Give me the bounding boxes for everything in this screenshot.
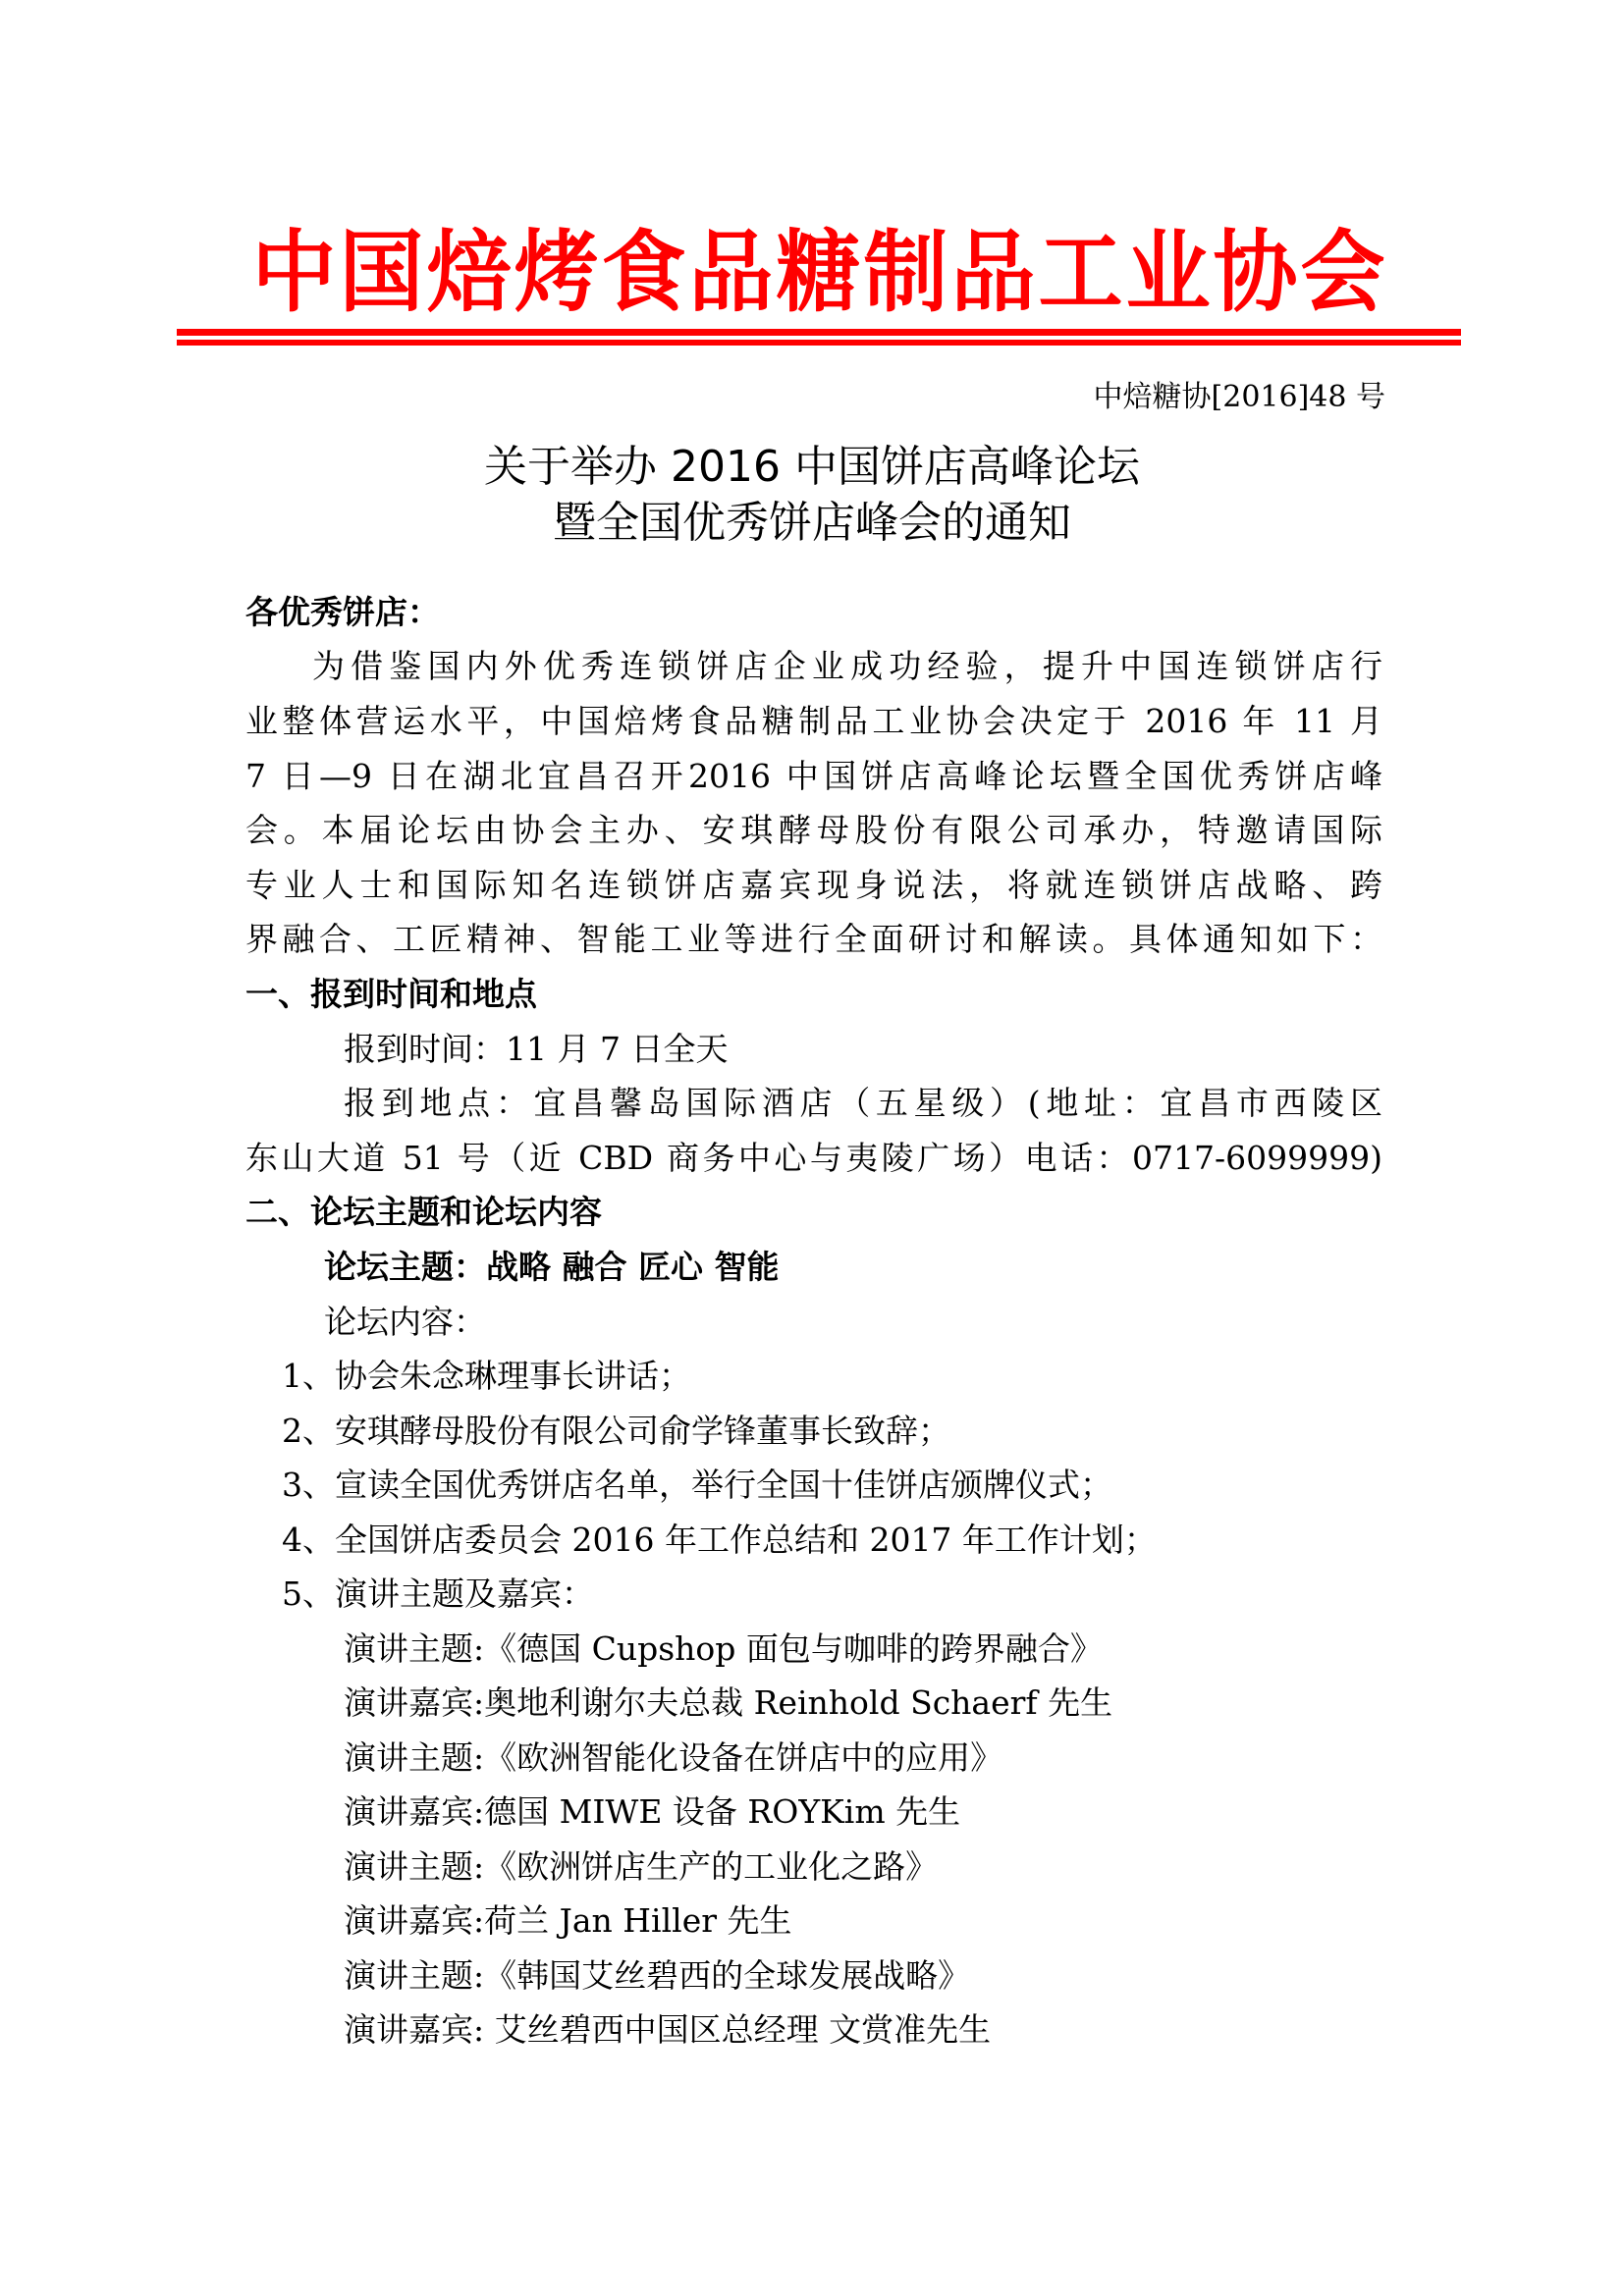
masthead-rule-top: [177, 329, 1461, 336]
speech-3-topic: 演讲主题:《欧洲饼店生产的工业化之路》: [344, 1847, 939, 1886]
forum-theme: 论坛主题：战略 融合 匠心 智能: [324, 1248, 780, 1286]
speech-2-topic: 演讲主题:《欧洲智能化设备在饼店中的应用》: [344, 1738, 1003, 1777]
speech-4-speaker: 演讲嘉宾: 艾丝碧西中国区总经理 文赏准先生: [344, 2010, 992, 2049]
intro-line-4: 会。本届论坛由协会主办、安琪酵母股份有限公司承办，特邀请国际: [245, 811, 1382, 849]
intro-line-5: 专业人士和国际知名连锁饼店嘉宾现身说法，将就连锁饼店战略、跨: [245, 866, 1382, 904]
document-title-line1: 关于举办 2016 中国饼店高峰论坛: [484, 442, 1140, 492]
speech-4-topic: 演讲主题:《韩国艾丝碧西的全球发展战略》: [344, 1956, 971, 1995]
registration-place-line2: 东山大道 51 号（近 CBD 商务中心与夷陵广场）电话：0717-6099999): [245, 1139, 1382, 1177]
speech-1-speaker: 演讲嘉宾:奥地利谢尔夫总裁 Reinhold Schaerf 先生: [344, 1683, 1113, 1722]
forum-content-label: 论坛内容：: [324, 1303, 486, 1341]
masthead-rule-bottom: [177, 340, 1461, 346]
agenda-item-2: 2、安琪酵母股份有限公司俞学锋董事长致辞；: [282, 1412, 950, 1450]
agenda-item-4: 4、全国饼店委员会 2016 年工作总结和 2017 年工作计划；: [282, 1521, 1157, 1559]
intro-line-1: 为借鉴国内外优秀连锁饼店企业成功经验，提升中国连锁饼店行: [312, 647, 1382, 685]
intro-line-6: 界融合、工匠精神、智能工业等进行全面研讨和解读。具体通知如下：: [245, 920, 1382, 958]
document-title-line2: 暨全国优秀饼店峰会的通知: [553, 498, 1071, 548]
salutation: 各优秀饼店：: [245, 593, 440, 631]
speech-2-speaker: 演讲嘉宾:德国 MIWE 设备 ROYKim 先生: [344, 1792, 961, 1831]
agenda-item-1: 1、协会朱念琳理事长讲话；: [282, 1357, 691, 1395]
speech-1-topic: 演讲主题:《德国 Cupshop 面包与咖啡的跨界融合》: [344, 1629, 1103, 1668]
intro-line-3: 7 日—9 日在湖北宜昌召开2016 中国饼店高峰论坛暨全国优秀饼店峰: [245, 757, 1382, 795]
speech-3-speaker: 演讲嘉宾:荷兰 Jan Hiller 先生: [344, 1901, 792, 1940]
registration-place-line1: 报到地点：宜昌馨岛国际酒店（五星级）(地址：宜昌市西陵区: [344, 1084, 1382, 1122]
intro-line-2: 业整体营运水平，中国焙烤食品糖制品工业协会决定于 2016 年 11 月: [245, 702, 1382, 740]
registration-time: 报到时间：11 月 7 日全天: [344, 1030, 729, 1068]
agenda-item-5: 5、演讲主题及嘉宾：: [282, 1575, 594, 1613]
section2-heading: 二、论坛主题和论坛内容: [245, 1193, 602, 1231]
organization-masthead: 中国焙烤食品糖制品工业协会: [251, 221, 1388, 325]
document-number: 中焙糖协[2016]48 号: [1093, 380, 1385, 414]
agenda-item-3: 3、宣读全国优秀饼店名单，举行全国十佳饼店颁牌仪式；: [282, 1466, 1112, 1504]
section1-heading: 一、报到时间和地点: [245, 975, 537, 1013]
